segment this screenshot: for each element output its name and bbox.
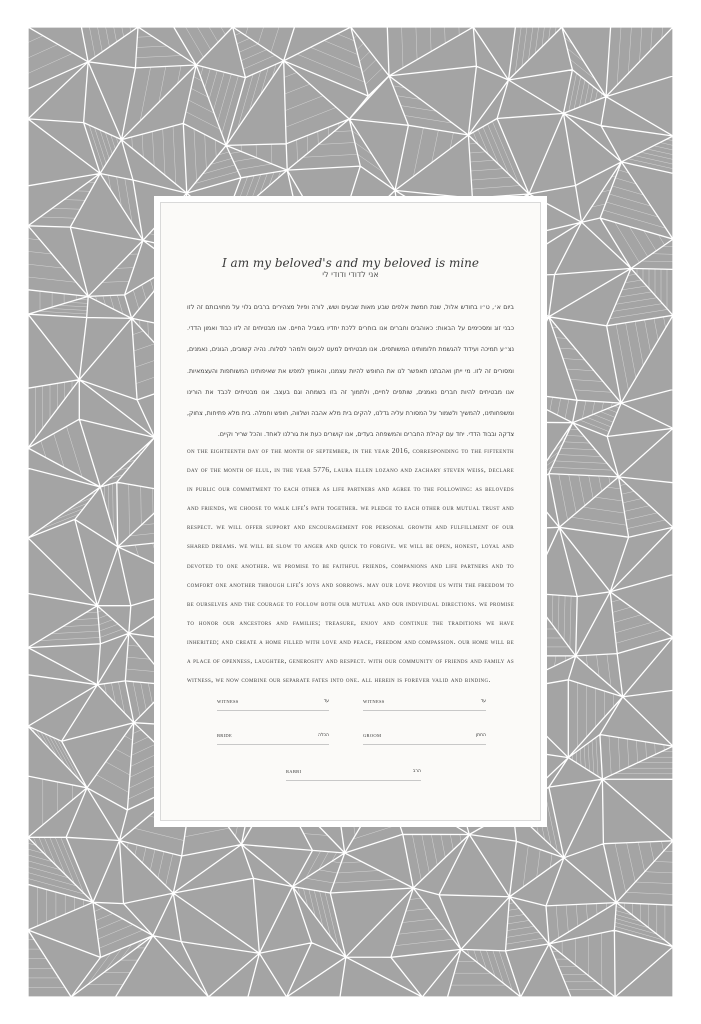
text-panel: [160, 202, 541, 821]
groom-label: GROOM: [363, 733, 382, 738]
bride-label: BRIDE: [217, 733, 232, 738]
witness-1-line: [217, 698, 329, 711]
rabbi-hebrew: הרב: [412, 769, 421, 774]
hebrew-text: ביום א׳, ט״ו בחודש אלול, שנת חמשת אלפים שבע מאות שבעים ושש, לורה ופיול מצהירים ברבים גלוי על מחויבותם זה לזו כבני זוג ומסכימים על הבאות: כאוהבים וחברים אנו בוחרים ללכת יחדיו בשביל החיים. אנו מבטיחים זה לזו כבוד ואמון הדדי. נצ״ע תמיכה ועידוד להגשמת חלומותינו המשותפים. אנו מבטיחים למעט לכעוס ולמהר לסלוח. נהיה קשובים, הגונים, נאמנים, ומסורים זה לזו. מי ייתן ואהבתנו תאפשר לנו את החופש להיות עצמנו, והאומץ למפש את שאיפותינו המשותפות והעצמאיות. אנו מבטיחים להיות חברים נאמנים, שותפים לחיים, ולתמוך זה בזו בשמחה וגם בעצב. אנו מבטיחים לכבד את הורינו ומשפחותינו, להמשיך ולשמור על המסורת עליה גדלנו, להקים בית מלא אהבה ושלווה, חופש וחמלה. בית מלא פתיחות, צחוק, צדקה ובבוד הדדי. יחד עם קהילת החברים והמשפחה בעדים, אנו קושרים כעת את גורלנו לאחד. והכל שריר וקיים.: [187, 304, 514, 439]
groom-hebrew: החתן: [475, 733, 486, 738]
hebrew-subtitle: אני לדודי ודודי לי: [322, 270, 379, 279]
title: I am my beloved's and my beloved is mine: [222, 256, 479, 270]
bride-hebrew: הכלה: [318, 733, 329, 738]
rabbi-label: RABBI: [286, 769, 302, 774]
witness-1-hebrew: עד: [323, 699, 329, 704]
witness-1-label: WITNESS: [217, 699, 239, 704]
bride-line: [217, 732, 329, 745]
ketubah-panel: [154, 196, 547, 827]
english-text: on the eighteenth day of the month of september, in the year 2016, corresponding to the fifteenth day of the month of elul, in the year 5776, laura ellen lozano and zachary steven weiss, declare in public our commitment to each other as life partners and agree to the following: as beloveds and friends, we choose to walk life's path together. we pledge to each other our mutual trust and respect. we will offer support and encouragement for personal growth and fulfillment of our shared dreams. we will be slow to anger and quick to forgive. we will be open, honest, loyal and devoted to one another. we promise to be faithful friends, companions and life partners and to comfort one another through life's joys and sorrows. may our love provide us with the freedom to be ourselves and the courage to follow both our mutual and our individual directions. we promise to honor our ancestors and families; treasure, enjoy and continue the traditions we have inherited; and create a home filled with love and peace, freedom and compassion. our home will be a place of openness, laughter, generosity and respect. with our community of friends and family as witness, we now combine our separate fates into one. all herein is forever valid and binding.: [187, 446, 514, 685]
witness-2-label: WITNESS: [363, 699, 385, 704]
groom-line: [363, 732, 486, 745]
witness-2-line: [363, 698, 486, 711]
witness-2-hebrew: עד: [480, 699, 486, 704]
rabbi-line: [286, 768, 421, 781]
